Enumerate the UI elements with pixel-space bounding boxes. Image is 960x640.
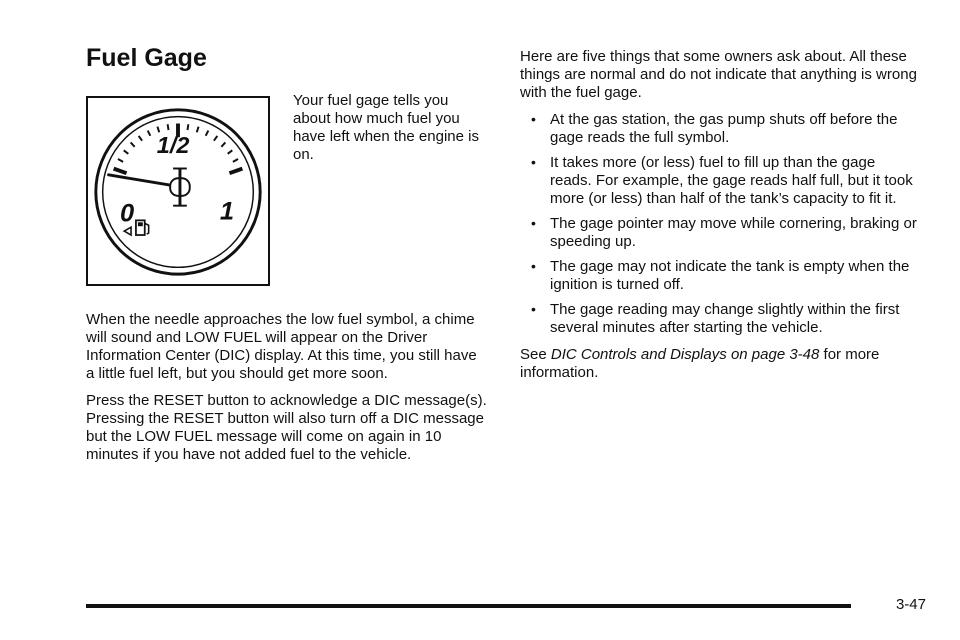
gage-tick <box>228 150 233 154</box>
right-column <box>520 48 920 391</box>
bullet-glyph: • <box>531 111 536 127</box>
bullet-glyph: • <box>531 154 536 170</box>
bullet-glyph: • <box>531 258 536 274</box>
gage-tick <box>206 131 209 136</box>
see-also-prefix: See <box>520 346 547 363</box>
see-also-suffix: for more information. <box>520 346 880 381</box>
page-title: Fuel Gage <box>86 44 207 72</box>
list-item-text: At the gas station, the gas pump shuts off before the gage reads the full symbol. <box>550 111 898 146</box>
gage-tick <box>139 136 142 141</box>
gage-label-half: 1/2 <box>156 131 190 158</box>
gage-label-full: 1 <box>219 197 234 226</box>
list-item-text: The gage reading may change slightly within the first several minutes after starting the vehicle. <box>550 301 900 336</box>
gage-tick <box>197 127 199 133</box>
gage-tick <box>131 142 135 146</box>
gage-tick <box>168 124 169 130</box>
gage-tick <box>214 136 217 141</box>
bullet-glyph: • <box>531 215 536 231</box>
bullet-list <box>520 111 920 337</box>
reset-paragraph: Press the RESET button to acknowledge a DIC message(s). Pressing the RESET button will also turn off a DIC message but the LOW FUEL message will come on again in 10 minutes if you have not added fuel to the vehicle. <box>86 392 487 463</box>
gage-tick <box>124 150 129 154</box>
gage-tick <box>148 131 151 136</box>
gage-tick <box>118 159 123 162</box>
list-item-text: The gage may not indicate the tank is empty when the ignition is turned off. <box>550 258 910 293</box>
low-fuel-paragraph: When the needle approaches the low fuel symbol, a chime will sound and LOW FUEL will appear on the Driver Information Center (DIC) display. At this time, you still have a little fuel left, but you should get more soon. <box>86 311 477 382</box>
cross-reference-link[interactable]: DIC Controls and Displays on page 3-48 <box>550 346 820 363</box>
gage-hub <box>170 169 190 206</box>
list-item <box>520 215 920 251</box>
list-item-text: It takes more (or less) fuel to fill up than the gage reads. For example, the gage reads half full, but it took more (or less) than half of the tank’s capacity to fit it. <box>550 154 913 207</box>
page-number: 3-47 <box>895 596 926 613</box>
gage-tick <box>187 124 188 130</box>
bullet-glyph: • <box>531 301 536 317</box>
fuel-gage-illustration <box>86 96 270 286</box>
left-column <box>86 311 488 473</box>
gage-tick <box>233 159 238 162</box>
gage-tick <box>229 169 242 174</box>
list-item <box>520 301 920 337</box>
list-item <box>520 258 920 294</box>
intro-paragraph: Your fuel gage tells you about how much fuel you have left when the engine is on. <box>293 92 479 163</box>
list-item <box>520 154 920 208</box>
fuel-gage-svg <box>88 98 268 284</box>
gage-tick <box>221 142 225 146</box>
list-item-text: The gage pointer may move while cornering, braking or speeding up. <box>550 215 917 250</box>
gage-label-empty: 0 <box>120 199 135 228</box>
gage-tick <box>114 169 127 174</box>
list-item <box>520 111 920 147</box>
owners-ask-paragraph: Here are five things that some owners ask about. All these things are normal and do not indicate that anything is wrong with the fuel gage. <box>520 48 917 101</box>
see-also-paragraph <box>520 346 920 382</box>
footer-rule <box>86 604 851 608</box>
